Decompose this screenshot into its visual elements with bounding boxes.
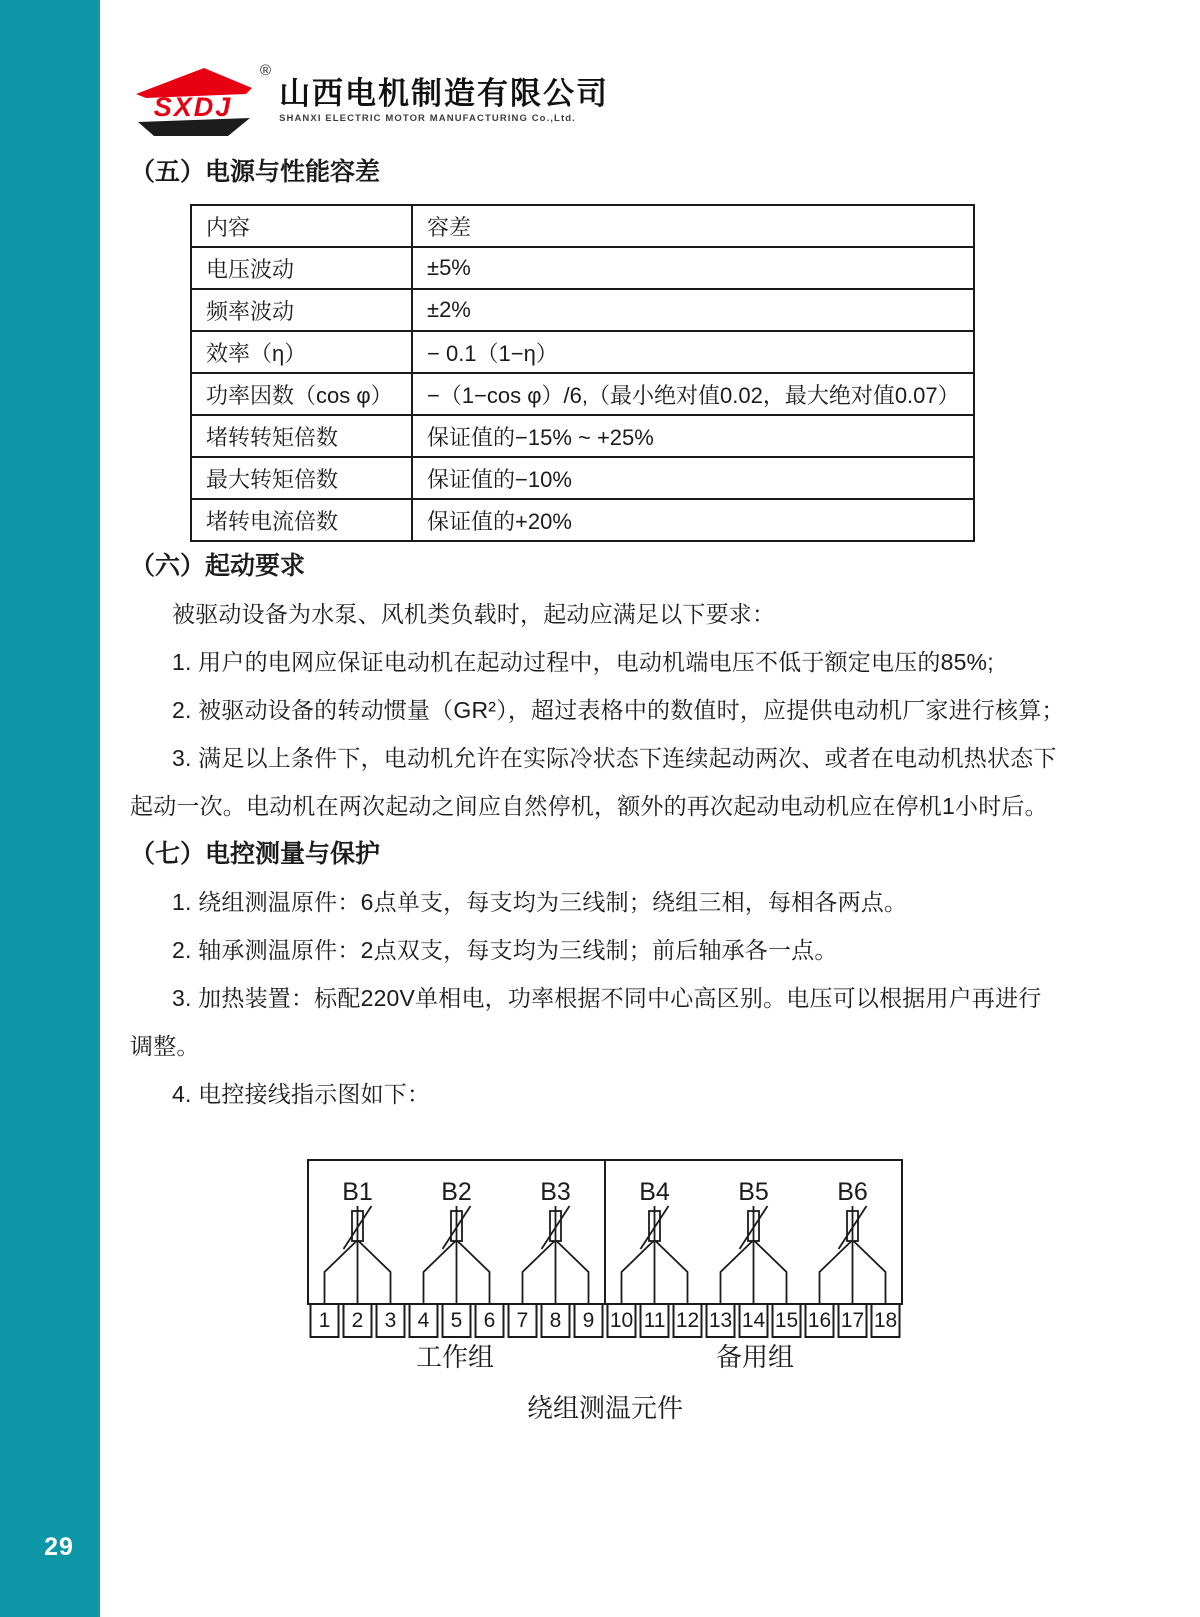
page-content: [130, 0, 1080, 1425]
terminal-group-labels: [305, 1340, 905, 1374]
wiring-diagram: [305, 1154, 905, 1425]
terminal-number: 8: [549, 1309, 562, 1332]
company-name-cn: 山西电机制造有限公司: [279, 76, 610, 111]
table-header-row: [191, 205, 974, 247]
sensor-right-wire: [557, 1241, 589, 1304]
company-logo-icon: [130, 64, 258, 142]
table-row: [191, 499, 974, 541]
terminal-number: 16: [807, 1309, 832, 1332]
terminal-number: 12: [675, 1309, 700, 1332]
paragraph-line: 1. 绕组测温原件：6点单支，每支均为三线制；绕组三相，每相各两点。: [172, 889, 908, 915]
table-row: [191, 331, 974, 373]
sensor-label: B5: [738, 1178, 769, 1206]
terminal-number: 7: [516, 1309, 529, 1332]
company-name-en: SHANXI ELECTRIC MOTOR MANUFACTURING Co.,Ltd.: [279, 113, 576, 124]
terminal-number: 5: [450, 1309, 463, 1332]
left-accent-bar: [0, 0, 100, 1617]
table-cell-value: 保证值的−10%: [412, 457, 974, 499]
sensor-label: B6: [837, 1178, 868, 1206]
paragraph-line: 2. 被驱动设备的转动惯量（GR²），超过表格中的数值时，应提供电动机厂家进行核算；: [172, 697, 1065, 723]
table-cell-value: − 0.1（1−η）: [412, 331, 974, 373]
company-header: [130, 64, 1080, 142]
table-cell-value: ±2%: [412, 289, 974, 331]
sensor-left-wire: [424, 1241, 456, 1304]
page-number: 29: [44, 1533, 74, 1561]
tolerance-table: [190, 204, 975, 542]
terminal-number: 4: [417, 1309, 430, 1332]
registered-trademark-icon: ®: [260, 62, 272, 79]
sensor-label: B4: [639, 1178, 670, 1206]
sensor-right-wire: [755, 1241, 787, 1304]
sensor-right-wire: [656, 1241, 688, 1304]
sensor-label: B3: [540, 1178, 571, 1206]
table-cell-item: 堵转电流倍数: [191, 499, 412, 541]
sensor-label: B2: [441, 1178, 472, 1206]
backup-group-label: 备用组: [715, 1342, 794, 1372]
table-cell-item: 堵转转矩倍数: [191, 415, 412, 457]
sensor-left-wire: [523, 1241, 555, 1304]
terminal-number: 17: [840, 1309, 865, 1332]
company-names: [279, 64, 609, 124]
terminal-number: 15: [774, 1309, 799, 1332]
sensor-left-wire: [325, 1241, 357, 1304]
section-5-title: （五）电源与性能容差: [130, 158, 381, 186]
terminal-number: 1: [318, 1309, 331, 1332]
terminal-number: 6: [483, 1309, 496, 1332]
section-6-title: （六）起动要求: [130, 552, 306, 580]
paragraph-line: 4. 电控接线指示图如下：: [172, 1081, 431, 1107]
table-cell-value: 保证值的−15% ~ +25%: [412, 415, 974, 457]
winding-sensor-diagram: [305, 1154, 905, 1340]
table-row: [191, 457, 974, 499]
terminal-number: 18: [873, 1309, 898, 1332]
table-cell-item: 电压波动: [191, 247, 412, 289]
table-cell-item: 频率波动: [191, 289, 412, 331]
sensor-right-wire: [458, 1241, 490, 1304]
terminal-number: 2: [351, 1309, 364, 1332]
table-cell-value: 保证值的+20%: [412, 499, 974, 541]
table-cell-value: −（1−cos φ）/6,（最小绝对值0.02，最大绝对值0.07）: [412, 373, 974, 415]
paragraph-line: 被驱动设备为水泵、风机类负载时，起动应满足以下要求：: [172, 601, 776, 627]
terminal-number: 11: [643, 1309, 666, 1332]
diagram-caption: 绕组测温元件: [526, 1393, 683, 1423]
table-row: [191, 247, 974, 289]
paragraph-line: 起动一次。电动机在两次起动之间应自然停机，额外的再次起动电动机应在停机1小时后。: [130, 793, 1048, 819]
terminal-number: 9: [582, 1309, 595, 1332]
table-row: [191, 373, 974, 415]
paragraph-line: 3. 满足以上条件下，电动机允许在实际冷状态下连续起动两次、或者在电动机热状态下: [172, 745, 1057, 771]
table-row: [191, 289, 974, 331]
table-cell-item: 功率因数（cos φ）: [191, 373, 412, 415]
terminal-number: 13: [708, 1309, 733, 1332]
sensor-right-wire: [359, 1241, 391, 1304]
sensor-label: B1: [342, 1178, 373, 1206]
sensor-left-wire: [622, 1241, 654, 1304]
table-header-cell: 内容: [191, 205, 412, 247]
table-row: [191, 415, 974, 457]
terminal-number: 14: [741, 1309, 766, 1332]
table-cell-item: 最大转矩倍数: [191, 457, 412, 499]
table-cell-item: 效率（η）: [191, 331, 412, 373]
sensor-left-wire: [820, 1241, 852, 1304]
paragraph-line: 调整。: [130, 1033, 200, 1059]
table-cell-value: ±5%: [412, 247, 974, 289]
sensor-right-wire: [854, 1241, 886, 1304]
terminal-number: 3: [384, 1309, 397, 1332]
terminal-number: 10: [609, 1309, 634, 1332]
svg-text:SXDJ: SXDJ: [153, 92, 233, 122]
table-header-cell: 容差: [412, 205, 974, 247]
work-group-label: 工作组: [415, 1342, 494, 1372]
section-7-title: （七）电控测量与保护: [130, 840, 381, 868]
sensor-left-wire: [721, 1241, 753, 1304]
paragraph-line: 3. 加热装置：标配220V单相电，功率根据不同中心高区别。电压可以根据用户再进行: [172, 985, 1042, 1011]
paragraph-line: 2. 轴承测温原件：2点双支，每支均为三线制；前后轴承各一点。: [172, 937, 838, 963]
paragraph-line: 1. 用户的电网应保证电动机在起动过程中，电动机端电压不低于额定电压的85%;: [172, 649, 994, 675]
